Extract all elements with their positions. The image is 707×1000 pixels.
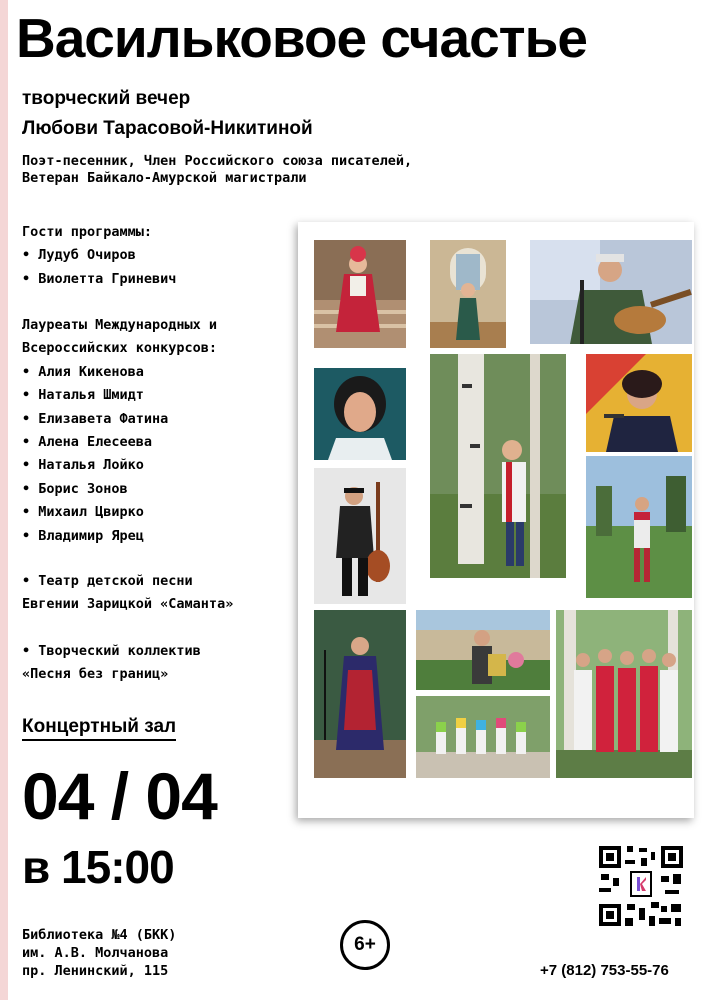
address-line-3: пр. Ленинский, 115 [22,963,169,979]
left-edge-decoration [0,0,8,1000]
event-date: 04 / 04 [22,759,217,833]
photo-children-group [416,696,550,778]
description-line-1: Поэт-песенник, Член Российского союза писателей, [22,153,413,169]
theatre-section [22,570,233,617]
event-time: в 15:00 [22,841,174,893]
laureate-item: • Борис Зонов [22,480,128,497]
photo-musician-fiddle [314,468,406,604]
photo-stage-performer [314,610,406,778]
photo-guitarist [530,240,692,344]
laureates-heading-line-1: Лауреаты Международных и [22,317,218,333]
guests-section [22,221,176,291]
guest-item: • Виолетта Гриневич [22,270,177,287]
photo-man-flowers [416,610,550,690]
photo-woman-birches [430,354,566,578]
guest-item: • Лудуб Очиров [22,247,136,264]
theatre-line-2: Евгении Зарицкой «Саманта» [22,596,234,613]
address [22,926,176,980]
photo-portrait-woman [314,368,406,460]
photo-folk-ensemble [556,610,692,778]
laureate-item: • Наталья Шмидт [22,387,144,404]
laureate-item: • Алия Кикенова [22,363,144,380]
photo-singer-microphone [586,354,692,452]
laureates-heading-line-2: Всероссийских конкурсов: [22,340,218,357]
qr-code-icon[interactable] [595,842,687,930]
laureate-item: • Наталья Лойко [22,457,144,474]
address-line-1: Библиотека №4 (БКК) [22,927,177,943]
phone-number: +7 (812) 753-55-76 [540,962,669,979]
poster-title: Васильковое счастье [16,7,588,69]
laureate-item: • Владимир Ярец [22,527,144,544]
author-description [22,153,412,187]
laureate-item: • Михаил Цвирко [22,504,144,521]
photo-woman-hall [430,240,506,348]
description-line-2: Ветеран Байкало-Амурской магистрали [22,170,307,186]
subtitle-line-1: творческий вечер [22,88,191,109]
laureate-item: • Алена Елесеева [22,434,153,451]
venue-label: Концертный зал [22,716,176,741]
laureates-section [22,314,217,548]
collective-line-1: • Творческий коллектив [22,643,201,659]
age-rating-badge: 6+ [340,920,390,970]
theatre-line-1: • Театр детской песни [22,573,193,589]
photo-collage [298,222,694,818]
subtitle-line-2: Любови Тарасовой-Никитиной [22,118,313,139]
photo-singer-staircase [314,240,406,348]
laureate-item: • Елизавета Фатина [22,410,169,427]
collective-line-2: «Песня без границ» [22,666,169,683]
collective-section [22,640,201,687]
address-line-2: им. А.В. Молчанова [22,945,169,961]
guests-heading: Гости программы: [22,224,153,240]
photo-man-park [586,456,692,598]
subtitle [22,84,313,144]
